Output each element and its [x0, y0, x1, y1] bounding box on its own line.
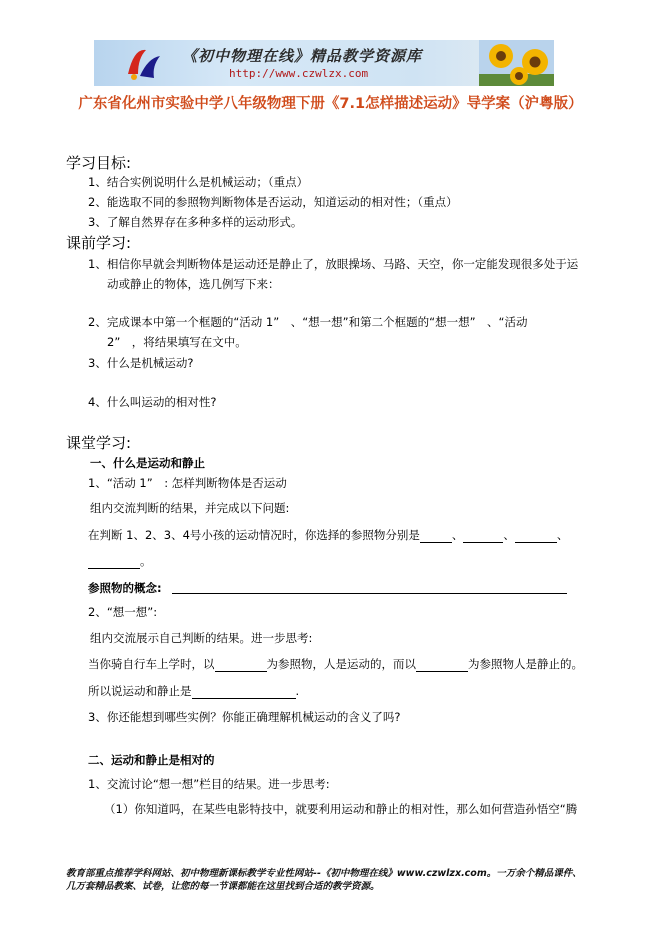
answer-blank-1[interactable] — [420, 530, 452, 543]
classroom-heading: 课堂学习: — [66, 434, 132, 452]
activity-1: 1、“活动 1” : 怎样判断物体是否运动 — [88, 476, 287, 490]
ref-concept-blank[interactable] — [172, 581, 567, 594]
banner-title: 《初中物理在线》精品教学资源库 — [182, 47, 423, 65]
answer-blank-7[interactable] — [192, 686, 296, 699]
section-1-title: 一、什么是运动和静止 — [90, 456, 205, 470]
preview-q1-cont: 动或静止的物体，选几例写下来： — [107, 277, 280, 291]
separator: 、 — [451, 528, 464, 542]
ref-concept-label: 参照物的概念: — [88, 581, 162, 595]
film-question: （1）你知道吗，在某些电影特技中，就要利用运动和静止的相对性，那么如何营造孙悟空“腾 — [104, 802, 578, 816]
preview-heading: 课前学习: — [66, 234, 132, 252]
preview-q2-cont: 2” ，将结果填写在文中。 — [107, 335, 247, 349]
so-dot: . — [295, 684, 300, 698]
bike-text-a: 当你骑自行车上学时，以 — [88, 657, 215, 671]
answer-blank-3[interactable] — [515, 530, 557, 543]
preview-q4: 4、什么叫运动的相对性? — [88, 395, 217, 409]
footer-line-2: 几万套精品教案、试卷，让您的每一节课都能在这里找到合适的教学资源。 — [66, 881, 380, 892]
judge-line-cont — [88, 553, 152, 569]
objective-item: 1、结合实例说明什么是机械运动；（重点） — [88, 175, 309, 189]
objectives-heading: 学习目标: — [66, 154, 132, 172]
site-logo — [124, 44, 164, 82]
answer-blank-6[interactable] — [416, 659, 468, 672]
preview-q3: 3、什么是机械运动? — [88, 356, 194, 370]
preview-q2: 2、完成课本中第一个框题的“活动 1” 、“想一想”和第二个框题的“想一想” 、“活动 — [88, 315, 528, 329]
document-title: 广东省化州市实验中学八年级物理下册《7.1怎样描述运动》导学案（沪粤版） — [78, 96, 583, 112]
answer-blank-4[interactable] — [88, 556, 140, 569]
bike-line — [88, 656, 583, 672]
answer-blank-2[interactable] — [463, 530, 503, 543]
objective-item: 3、了解自然界存在多种多样的运动形式。 — [88, 215, 303, 229]
separator: 、 — [556, 528, 569, 542]
sunflower-image — [479, 40, 554, 86]
group-discussion-2: 组内交流展示自己判断的结果。进一步思考: — [90, 631, 313, 645]
period: 。 — [140, 554, 152, 568]
judge-prefix: 在判断 1、2、3、4号小孩的运动情况时，你选择的参照物分别是 — [88, 528, 420, 542]
bike-text-b: 为参照物，人是运动的，而以 — [266, 657, 416, 671]
so-text: 所以说运动和静止是 — [88, 684, 192, 698]
preview-q1: 1、相信你早就会判断物体是运动还是静止了，放眼操场、马路、天空，你一定能发现很多处于运 — [88, 257, 579, 271]
footer-line-1: 教育部重点推荐学科网站、初中物理新课标教学专业性网站--《初中物理在线》www.czwlzx.com。一万余个精品课件、 — [66, 868, 582, 879]
answer-blank-5[interactable] — [215, 659, 267, 672]
bike-text-c: 为参照物人是静止的。 — [468, 657, 583, 671]
separator: 、 — [503, 528, 515, 542]
group-discussion-1: 组内交流判断的结果，并完成以下问题: — [90, 501, 290, 515]
section-2-title: 二、运动和静止是相对的 — [88, 753, 215, 767]
judge-line — [88, 527, 568, 543]
discussion-item: 1、交流讨论“想一想”栏目的结果。进一步思考: — [88, 777, 330, 791]
think-title: 2、“想一想”: — [88, 605, 158, 619]
so-line — [88, 683, 299, 699]
objective-item: 2、能选取不同的参照物判断物体是否运动，知道运动的相对性；（重点） — [88, 195, 458, 209]
header-banner — [94, 40, 554, 86]
banner-url: http://www.czwlzx.com — [229, 67, 369, 80]
classroom-q3: 3、你还能想到哪些实例？你能正确理解机械运动的含义了吗? — [88, 710, 401, 724]
